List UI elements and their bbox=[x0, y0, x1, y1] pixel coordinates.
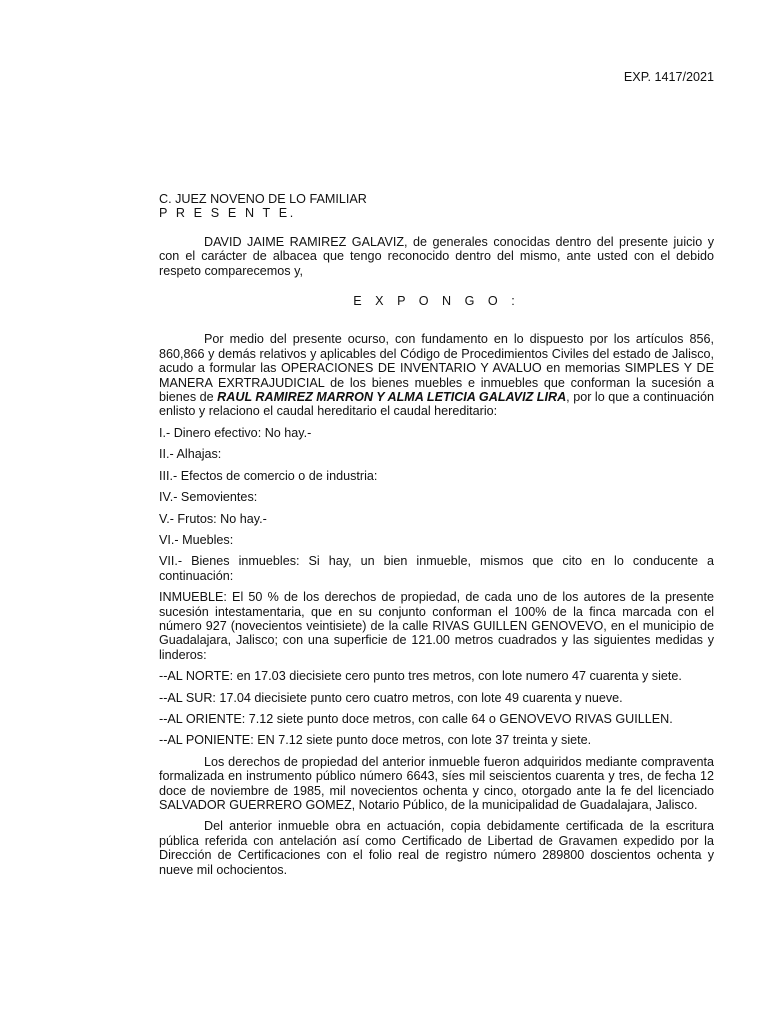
lindero-poniente: --AL PONIENTE: EN 7.12 siete punto doce metros, con lote 37 treinta y siete. bbox=[159, 733, 592, 748]
addressee-block bbox=[159, 192, 714, 221]
actuacion-paragraph: Del anterior inmueble obra en actuación, copia debidamente certificada de la escritura pública referida con antelación así como Certificado de Libertad de Gravamen expedido por la Dirección de Certificaciones con el folio real de registro número 289800 doscientos ochenta y nueve mil ochocientos. bbox=[159, 819, 714, 877]
addressee-judge: C. JUEZ NOVENO DE LO FAMILIAR bbox=[159, 192, 367, 206]
inmueble-paragraph: INMUEBLE: El 50 % de los derechos de propiedad, de cada uno de los autores de la presente sucesión intestamentaria, que en su conjunto conforman el 100% de la finca marcada con el número 927 (novecientos veintisiete) de la calle RIVAS GUILLEN GENOVEVO, en el municipio de Guadalajara, Jalisco; con una superficie de 121.00 metros cuadrados y las siguientes medidas y linderos: bbox=[159, 590, 714, 662]
section-title: E X P O N G O : bbox=[353, 294, 520, 309]
document-body bbox=[159, 192, 714, 877]
opening-text-after: , por lo que a continuación enlisto y relaciono el caudal hereditario el caudal hereditario: bbox=[159, 390, 714, 419]
lindero-sur: --AL SUR: 17.04 diecisiete punto cero cuatro metros, con lote 49 cuarenta y nueve. bbox=[159, 690, 623, 705]
addressee-presente: P R E S E N T E. bbox=[159, 206, 296, 221]
item-inmuebles: VII.- Bienes inmuebles: Si hay, un bien inmueble, mismos que cito en lo conducente a continuación: bbox=[159, 554, 714, 583]
item-comercio: III.- Efectos de comercio o de industria: bbox=[159, 468, 378, 483]
decedent-names: RAUL RAMIREZ MARRON Y ALMA LETICIA GALAVIZ LIRA bbox=[217, 390, 567, 405]
item-semovientes: IV.- Semovientes: bbox=[159, 490, 258, 505]
opening-text-before: Por medio del presente ocurso, con fundamento en lo dispuesto por los artículos 856, 860,866 y demás relativos y aplicables del Código de Procedimientos Civiles del estado de Jalisco, acudo a formular las OPERACIONES DE INVENTARIO Y AVALUO en memorias SIMPLES Y DE MANERA EXRTRAJUDICIAL de los bienes muebles e inmuebles que conforman la sucesión a bienes de bbox=[159, 332, 714, 405]
lindero-norte: --AL NORTE: en 17.03 diecisiete cero punto tres metros, con lote numero 47 cuarenta y siete. bbox=[159, 669, 682, 684]
lindero-oriente: --AL ORIENTE: 7.12 siete punto doce metros, con calle 64 o GENOVEVO RIVAS GUILLEN. bbox=[159, 711, 673, 726]
intro-paragraph: DAVID JAIME RAMIREZ GALAVIZ, de generales conocidas dentro del presente juicio y con el carácter de albacea que tengo reconocido dentro del mismo, ante usted con el debido respeto comparecemos y, bbox=[159, 234, 714, 278]
expediente-number: EXP. 1417/2021 bbox=[623, 70, 714, 84]
item-alhajas: II.- Alhajas: bbox=[159, 447, 222, 462]
derechos-paragraph: Los derechos de propiedad del anterior inmueble fueron adquiridos mediante compraventa formalizada en instrumento público número 6643, síes mil seiscientos cuarenta y tres, de fecha 12 doce de noviembre de 1985, mil novecientos ochenta y cinco, otorgado ante la fe del licenciado SALVADOR GUERRERO GOMEZ, Notario Público, de la municipalidad de Guadalajara, Jalisco. bbox=[159, 754, 714, 812]
item-frutos: V.- Frutos: No hay.- bbox=[159, 511, 267, 526]
item-dinero: I.- Dinero efectivo: No hay.- bbox=[159, 425, 312, 440]
item-muebles: VI.- Muebles: bbox=[159, 532, 234, 547]
opening-paragraph bbox=[159, 332, 714, 418]
